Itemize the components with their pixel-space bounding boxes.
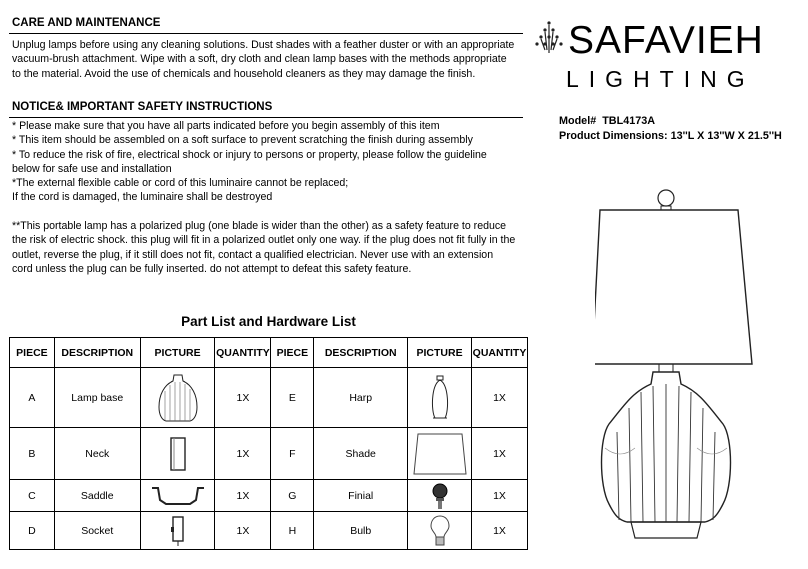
description-cell: Saddle: [54, 480, 140, 512]
care-line: vacuum-brush attachment. Wipe with a soft, dry cloth and clean lamp bases with the methods appropriate: [12, 53, 507, 66]
brand-name: SAFAVIEH: [568, 19, 764, 62]
piece-cell: F: [271, 428, 314, 480]
lamp-illustration: [595, 186, 755, 558]
neck-picture: [140, 428, 215, 480]
description-cell: Socket: [54, 512, 140, 550]
safety-line: If the cord is damaged, the luminaire shall be destroyed: [12, 191, 273, 204]
quantity-cell: 1X: [471, 512, 527, 550]
shade-picture: [408, 428, 472, 480]
table-row: [10, 512, 528, 550]
description-cell: Finial: [314, 480, 408, 512]
table-row: [10, 368, 528, 428]
piece-cell: A: [10, 368, 55, 428]
safety-line: below for safe use and installation: [12, 162, 172, 175]
safety-title: NOTICE& IMPORTANT SAFETY INSTRUCTIONS: [12, 101, 273, 113]
col-header: QUANTITY: [471, 338, 527, 368]
quantity-cell: 1X: [215, 480, 271, 512]
neck-drawing: [659, 364, 673, 372]
description-cell: Neck: [54, 428, 140, 480]
plug-line: outlet, reverse the plug, if it still does not fit, contact a qualified electrician. Never use with an extension: [12, 248, 494, 261]
parts-title: Part List and Hardware List: [181, 314, 356, 329]
model-value: TBL4173A: [602, 115, 656, 127]
piece-cell: B: [10, 428, 55, 480]
safety-text: [12, 119, 487, 205]
col-header: PIECE: [271, 338, 314, 368]
finial-picture: [408, 480, 472, 512]
description-cell: Lamp base: [54, 368, 140, 428]
dimensions-label: Product Dimensions:: [559, 130, 668, 142]
finial-drawing: [658, 190, 674, 206]
plug-notice: [12, 219, 515, 276]
plug-line: cord unless the plug can be fully inserted. do not attempt to defeat this safety feature.: [12, 262, 412, 275]
col-header: DESCRIPTION: [314, 338, 408, 368]
brand-sub: LIGHTING: [566, 66, 755, 92]
description-cell: Bulb: [314, 512, 408, 550]
col-header: PICTURE: [408, 338, 472, 368]
table-row: [10, 480, 528, 512]
piece-cell: E: [271, 368, 314, 428]
piece-cell: D: [10, 512, 55, 550]
care-line: to the material. Avoid the use of chemicals and household cleaners as they may damage the finish.: [12, 67, 476, 80]
col-header: PICTURE: [140, 338, 215, 368]
plug-line: **This portable lamp has a polarized plug (one blade is wider than the other) as a safety feature to reduce: [12, 220, 507, 232]
table-header-row: [10, 338, 528, 368]
harp-picture: [408, 368, 472, 428]
quantity-cell: 1X: [215, 368, 271, 428]
plug-line: the risk of electric shock. this plug will fit in a polarized outlet only one way. if the plug does not fit fully in the: [12, 234, 516, 247]
care-title: CARE AND MAINTENANCE: [12, 17, 161, 29]
quantity-cell: 1X: [215, 512, 271, 550]
dimensions-value: 13''L X 13''W X 21.5''H: [670, 130, 782, 142]
quantity-cell: 1X: [215, 428, 271, 480]
col-header: DESCRIPTION: [54, 338, 140, 368]
parts-table: [9, 337, 528, 550]
lamp-foot-drawing: [631, 522, 701, 538]
care-divider: [9, 33, 523, 34]
model-line: [559, 115, 655, 127]
lamp-base-picture: [140, 368, 215, 428]
safety-line: * This item should be assembled on a soft surface to prevent scratching the finish during assembly: [12, 134, 473, 147]
quantity-cell: 1X: [471, 428, 527, 480]
safety-line: * Please make sure that you have all parts indicated before you begin assembly of this item: [12, 120, 440, 132]
model-label: Model#: [559, 115, 597, 127]
description-cell: Shade: [314, 428, 408, 480]
bulb-picture: [408, 512, 472, 550]
quantity-cell: 1X: [471, 480, 527, 512]
chandelier-logo-icon: [534, 20, 564, 54]
col-header: QUANTITY: [215, 338, 271, 368]
quantity-cell: 1X: [471, 368, 527, 428]
safety-line: *The external flexible cable or cord of this luminaire cannot be replaced;: [12, 177, 349, 190]
safety-line: * To reduce the risk of fire, electrical shock or injury to persons or property, please follow the guideline: [12, 148, 487, 161]
care-line: Unplug lamps before using any cleaning solutions. Dust shades with a feather duster or with an appropriate: [12, 39, 515, 51]
shade-drawing: [595, 210, 752, 364]
care-text: [12, 38, 514, 81]
saddle-picture: [140, 480, 215, 512]
piece-cell: C: [10, 480, 55, 512]
piece-cell: G: [271, 480, 314, 512]
col-header: PIECE: [10, 338, 55, 368]
dimensions-line: [559, 130, 782, 142]
table-row: [10, 428, 528, 480]
safety-divider: [9, 117, 523, 118]
piece-cell: H: [271, 512, 314, 550]
socket-picture: [140, 512, 215, 550]
description-cell: Harp: [314, 368, 408, 428]
